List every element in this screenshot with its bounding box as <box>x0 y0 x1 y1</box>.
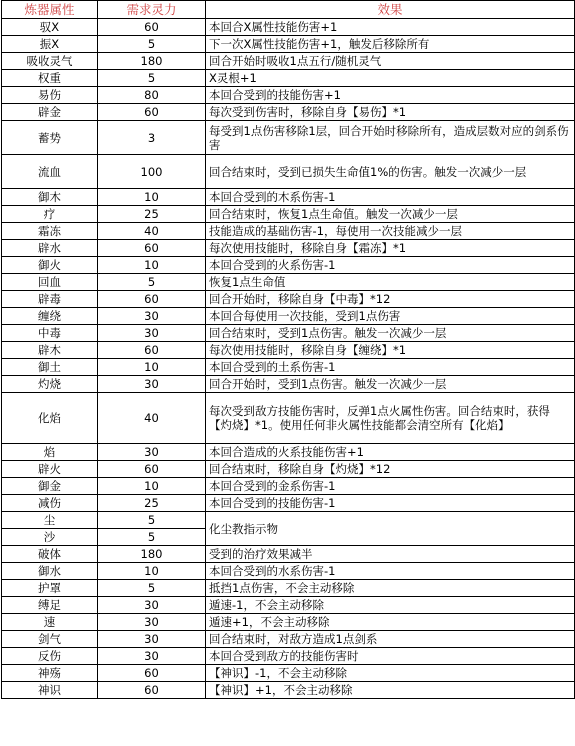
spirit-cost: 5 <box>98 70 206 87</box>
spirit-cost: 100 <box>98 155 206 189</box>
spirit-cost: 60 <box>98 682 206 699</box>
table-row <box>2 291 575 308</box>
effect-text: 回合结束时，移除自身【灼烧】*12 <box>206 461 575 478</box>
effect-text: 受到的治疗效果减半 <box>206 546 575 563</box>
spirit-cost: 10 <box>98 478 206 495</box>
table-row <box>2 631 575 648</box>
table-row <box>2 359 575 376</box>
attribute-name: 速 <box>2 614 98 631</box>
spirit-cost: 25 <box>98 495 206 512</box>
spirit-cost: 40 <box>98 393 206 444</box>
effect-text: 下一次X属性技能伤害+1，触发后移除所有 <box>206 36 575 53</box>
table-row <box>2 36 575 53</box>
spirit-cost: 180 <box>98 546 206 563</box>
table-row <box>2 597 575 614</box>
table-row <box>2 240 575 257</box>
effect-text: 本回合X属性技能伤害+1 <box>206 19 575 36</box>
effect-text: 回合开始时，移除自身【中毒】*12 <box>206 291 575 308</box>
attribute-name: 易伤 <box>2 87 98 104</box>
effect-text: 每次使用技能时，移除自身【霜冻】*1 <box>206 240 575 257</box>
table-row <box>2 393 575 444</box>
attribute-name: 御金 <box>2 478 98 495</box>
spirit-cost: 60 <box>98 104 206 121</box>
header-attribute: 炼器属性 <box>2 1 98 19</box>
attribute-name: 驭X <box>2 19 98 36</box>
table-row <box>2 206 575 223</box>
table-row <box>2 342 575 359</box>
spirit-cost: 60 <box>98 240 206 257</box>
attribute-name: 流血 <box>2 155 98 189</box>
effect-text: 每次受到敌方技能伤害时，反弹1点火属性伤害。回合结束时，获得【灼烧】*1。使用任何非火属性技能都会清空所有【化焰】 <box>206 393 575 444</box>
table-row <box>2 648 575 665</box>
table-row <box>2 274 575 291</box>
table-row <box>2 478 575 495</box>
attribute-name: 御火 <box>2 257 98 274</box>
table-row <box>2 563 575 580</box>
attribute-name: 权重 <box>2 70 98 87</box>
attribute-name: 霜冻 <box>2 223 98 240</box>
attribute-name: 缚足 <box>2 597 98 614</box>
attribute-name: 御水 <box>2 563 98 580</box>
attribute-name: 化焰 <box>2 393 98 444</box>
table-row <box>2 495 575 512</box>
effect-text: 每受到1点伤害移除1层，回合开始时移除所有，造成层数对应的剑系伤害 <box>206 121 575 155</box>
effect-text: 技能造成的基础伤害-1，每使用一次技能减少一层 <box>206 223 575 240</box>
effect-text: 回合开始时吸收1点五行/随机灵气 <box>206 53 575 70</box>
spirit-cost: 10 <box>98 359 206 376</box>
attribute-name: 灼烧 <box>2 376 98 393</box>
spirit-cost: 40 <box>98 223 206 240</box>
spirit-cost: 30 <box>98 325 206 342</box>
spirit-cost: 30 <box>98 308 206 325</box>
effect-text: 本回合受到敌方的技能伤害时 <box>206 648 575 665</box>
attribute-name: 振X <box>2 36 98 53</box>
attribute-name: 御木 <box>2 189 98 206</box>
table-row <box>2 682 575 699</box>
spirit-cost: 25 <box>98 206 206 223</box>
spirit-cost: 10 <box>98 257 206 274</box>
table-row <box>2 665 575 682</box>
table-row <box>2 104 575 121</box>
effect-text: 每次受到伤害时，移除自身【易伤】*1 <box>206 104 575 121</box>
effect-text: 遁速+1，不会主动移除 <box>206 614 575 631</box>
spirit-cost: 10 <box>98 189 206 206</box>
effect-text: 本回合受到的木系伤害-1 <box>206 189 575 206</box>
spirit-cost: 30 <box>98 444 206 461</box>
spirit-cost: 180 <box>98 53 206 70</box>
attribute-name: 疗 <box>2 206 98 223</box>
header-cost: 需求灵力 <box>98 1 206 19</box>
table-row <box>2 257 575 274</box>
table-row <box>2 53 575 70</box>
effect-text: 本回合造成的火系技能伤害+1 <box>206 444 575 461</box>
spirit-cost: 30 <box>98 597 206 614</box>
attribute-name: 中毒 <box>2 325 98 342</box>
effect-text: 【神识】-1，不会主动移除 <box>206 665 575 682</box>
attribute-name: 辟水 <box>2 240 98 257</box>
table-row <box>2 580 575 597</box>
table-row <box>2 87 575 104</box>
attribute-name: 神识 <box>2 682 98 699</box>
attribute-name: 辟毒 <box>2 291 98 308</box>
header-effect: 效果 <box>206 1 575 19</box>
effect-text: 本回合受到的技能伤害+1 <box>206 87 575 104</box>
refining-attributes-table <box>1 0 575 699</box>
table-row <box>2 19 575 36</box>
table-row <box>2 121 575 155</box>
spirit-cost: 30 <box>98 614 206 631</box>
attribute-name: 辟金 <box>2 104 98 121</box>
spirit-cost: 3 <box>98 121 206 155</box>
spirit-cost: 30 <box>98 376 206 393</box>
attribute-name: 焰 <box>2 444 98 461</box>
table-row <box>2 189 575 206</box>
table-row <box>2 546 575 563</box>
attribute-name: 缠绕 <box>2 308 98 325</box>
attribute-name: 破体 <box>2 546 98 563</box>
table-row <box>2 614 575 631</box>
attribute-name: 反伤 <box>2 648 98 665</box>
spirit-cost: 5 <box>98 36 206 53</box>
spirit-cost: 30 <box>98 648 206 665</box>
table-row <box>2 376 575 393</box>
effect-text: 回合结束时，恢复1点生命值。触发一次减少一层 <box>206 206 575 223</box>
spirit-cost: 60 <box>98 665 206 682</box>
effect-text: 本回合受到的火系伤害-1 <box>206 257 575 274</box>
effect-text: 化尘教指示物 <box>206 512 575 546</box>
attribute-name: 护罩 <box>2 580 98 597</box>
spirit-cost: 60 <box>98 19 206 36</box>
table-row <box>2 444 575 461</box>
attribute-name: 吸收灵气 <box>2 53 98 70</box>
effect-text: 每次使用技能时，移除自身【缠绕】*1 <box>206 342 575 359</box>
attribute-name: 减伤 <box>2 495 98 512</box>
header-row <box>2 1 575 19</box>
spirit-cost: 5 <box>98 512 206 529</box>
table-row <box>2 308 575 325</box>
spirit-cost: 30 <box>98 631 206 648</box>
spirit-cost: 80 <box>98 87 206 104</box>
spirit-cost: 60 <box>98 342 206 359</box>
effect-text: X灵根+1 <box>206 70 575 87</box>
attribute-name: 神殇 <box>2 665 98 682</box>
table-row <box>2 461 575 478</box>
table-row <box>2 155 575 189</box>
attribute-name: 御土 <box>2 359 98 376</box>
effect-text: 本回合受到的水系伤害-1 <box>206 563 575 580</box>
effect-text: 回合开始时，受到1点伤害。触发一次减少一层 <box>206 376 575 393</box>
effect-text: 【神识】+1，不会主动移除 <box>206 682 575 699</box>
spirit-cost: 60 <box>98 291 206 308</box>
effect-text: 恢复1点生命值 <box>206 274 575 291</box>
effect-text: 回合结束时，受到已损失生命值1%的伤害。触发一次减少一层 <box>206 155 575 189</box>
spirit-cost: 5 <box>98 529 206 546</box>
table-row <box>2 223 575 240</box>
spirit-cost: 10 <box>98 563 206 580</box>
attribute-name: 辟木 <box>2 342 98 359</box>
attribute-name: 回血 <box>2 274 98 291</box>
spirit-cost: 60 <box>98 461 206 478</box>
spirit-cost: 5 <box>98 580 206 597</box>
effect-text: 回合结束时，对敌方造成1点剑系 <box>206 631 575 648</box>
effect-text: 本回合每使用一次技能，受到1点伤害 <box>206 308 575 325</box>
spirit-cost: 5 <box>98 274 206 291</box>
effect-text: 抵挡1点伤害，不会主动移除 <box>206 580 575 597</box>
effect-text: 遁速-1，不会主动移除 <box>206 597 575 614</box>
attribute-name: 沙 <box>2 529 98 546</box>
table-row <box>2 70 575 87</box>
attribute-name: 剑气 <box>2 631 98 648</box>
attribute-name: 尘 <box>2 512 98 529</box>
effect-text: 本回合受到的金系伤害-1 <box>206 478 575 495</box>
table-row <box>2 325 575 342</box>
effect-text: 回合结束时，受到1点伤害。触发一次减少一层 <box>206 325 575 342</box>
effect-text: 本回合受到的土系伤害-1 <box>206 359 575 376</box>
attribute-name: 辟火 <box>2 461 98 478</box>
table-row <box>2 512 575 529</box>
effect-text: 本回合受到的技能伤害-1 <box>206 495 575 512</box>
attribute-name: 蓄势 <box>2 121 98 155</box>
